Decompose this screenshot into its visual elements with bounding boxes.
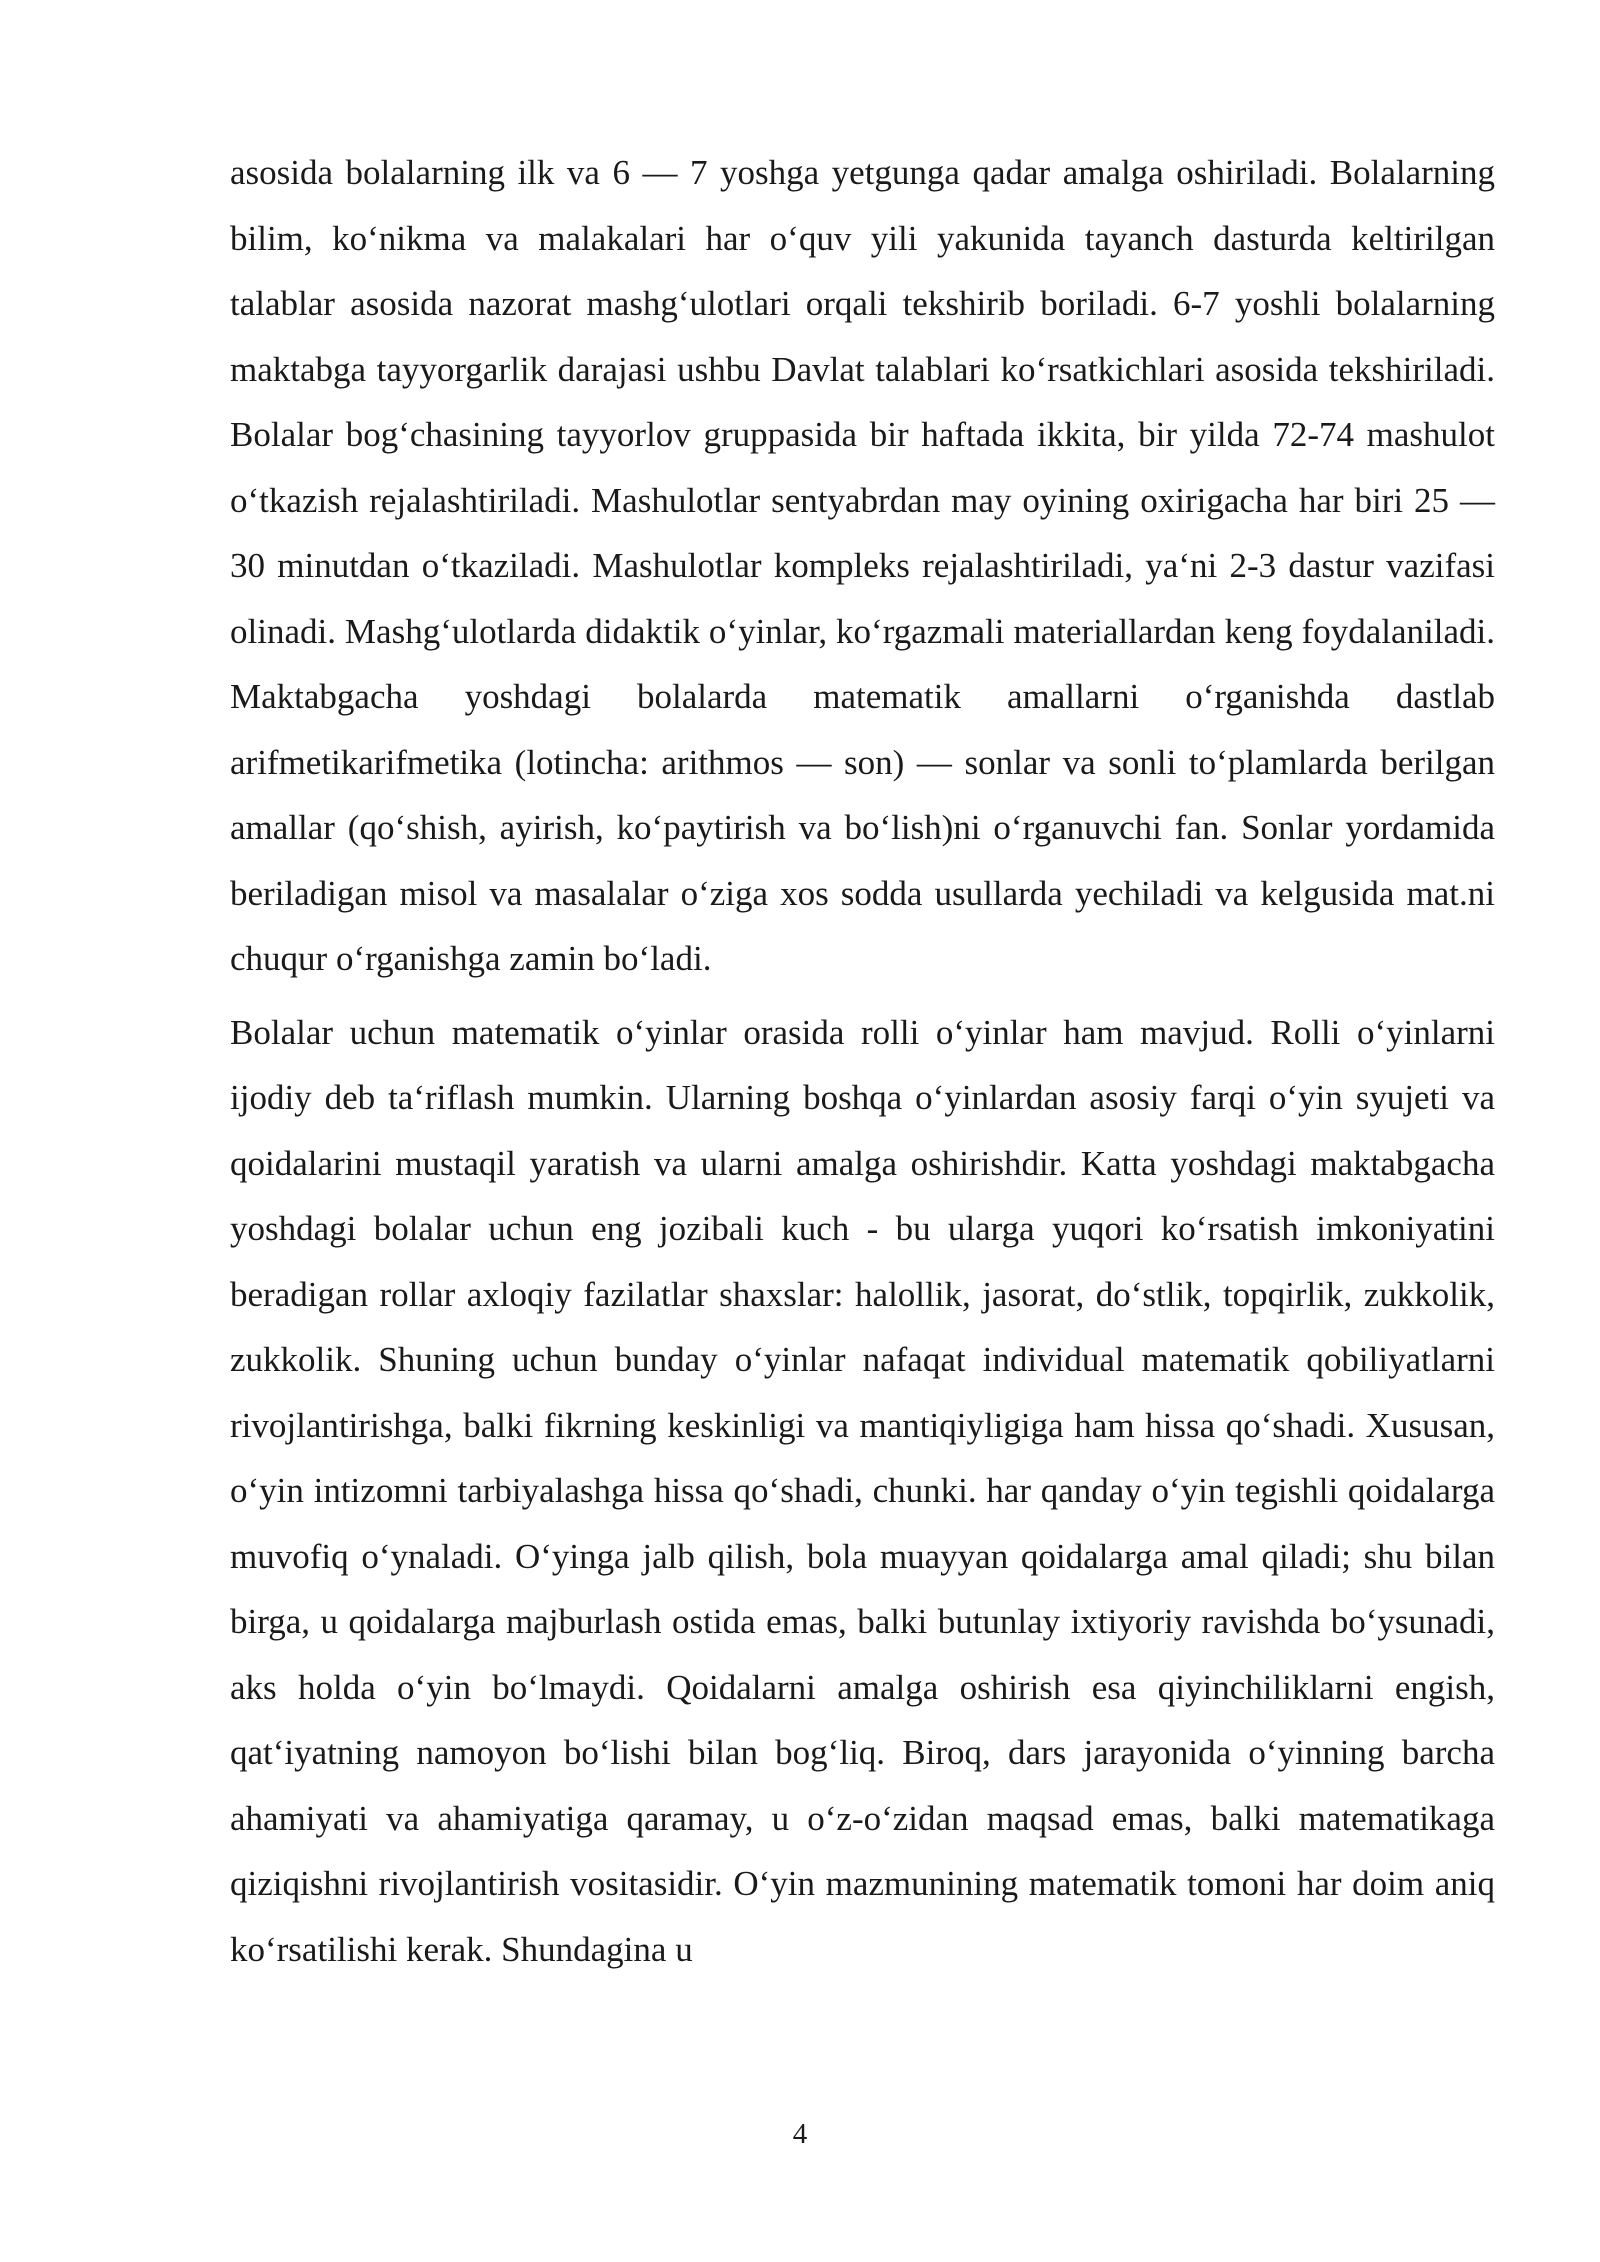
document-body bbox=[230, 140, 1495, 1982]
paragraph-1: asosida bolalarning ilk va 6 — 7 yoshga yetgunga qadar amalga oshiriladi. Bolalarning bilim, koʻnikma va malakalari har oʻquv yili yakunida tayanch dasturda keltirilgan talablar asosida nazorat mashgʻulotlari orqali tekshirib boriladi. 6-7 yoshli bolalarning maktabga tayyorgarlik darajasi ushbu Davlat talablari koʻrsatkichlari asosida tekshiriladi. Bolalar bogʻchasining tayyorlov gruppasida bir haftada ikkita, bir yilda 72-74 mashulot oʻtkazish rejalashtiriladi. Mashulotlar sentyabrdan may oyining oxirigacha har biri 25 — 30 minutdan oʻtkaziladi. Mashulotlar kompleks rejalashtiriladi, yaʻni 2-3 dastur vazifasi olinadi. Mashgʻulotlarda didaktik oʻyinlar, koʻrgazmali materiallardan keng foydalaniladi. Maktabgacha yoshdagi bolalarda matematik amallarni oʻrganishda dastlab arifmetikarifmetika (lotincha: arithmos — son) — sonlar va sonli toʻplamlarda berilgan amallar (qoʻshish, ayirish, koʻpaytirish va boʻlish)ni oʻrganuvchi fan. Sonlar yordamida beriladigan misol va masalalar oʻziga xos sodda usullarda yechiladi va kelgusida mat.ni chuqur oʻrganishga zamin boʻladi. bbox=[230, 153, 1495, 978]
page-number: 4 bbox=[792, 2118, 808, 2150]
paragraph-2: Bolalar uchun matematik oʻyinlar orasida rolli oʻyinlar ham mavjud. Rolli oʻyinlarni ijodiy deb taʻriflash mumkin. Ularning boshqa oʻyinlardan asosiy farqi oʻyin syujeti va qoidalarini mustaqil yaratish va ularni amalga oshirishdir. Katta yoshdagi maktabgacha yoshdagi bolalar uchun eng jozibali kuch - bu ularga yuqori koʻrsatish imkoniyatini beradigan rollar axloqiy fazilatlar shaxslar: halollik, jasorat, doʻstlik, topqirlik, zukkolik, zukkolik. Shuning uchun bunday oʻyinlar nafaqat individual matematik qobiliyatlarni rivojlantirishga, balki fikrning keskinligi va mantiqiyligiga ham hissa qoʻshadi. Xususan, oʻyin intizomni tarbiyalashga hissa qoʻshadi, chunki. har qanday oʻyin tegishli qoidalarga muvofiq oʻynaladi. Oʻyinga jalb qilish, bola muayyan qoidalarga amal qiladi; shu bilan birga, u qoidalarga majburlash ostida emas, balki butunlay ixtiyoriy ravishda boʻysunadi, aks holda oʻyin boʻlmaydi. Qoidalarni amalga oshirish esa qiyinchiliklarni engish, qatʻiyatning namoyon boʻlishi bilan bogʻliq. Biroq, dars jarayonida oʻyinning barcha ahamiyati va ahamiyatiga qaramay, u oʻz-oʻzidan maqsad emas, balki matematikaga qiziqishni rivojlantirish vositasidir. Oʻyin mazmunining matematik tomoni har doim aniq koʻrsatilishi kerak. Shundagina u bbox=[230, 1012, 1495, 1969]
